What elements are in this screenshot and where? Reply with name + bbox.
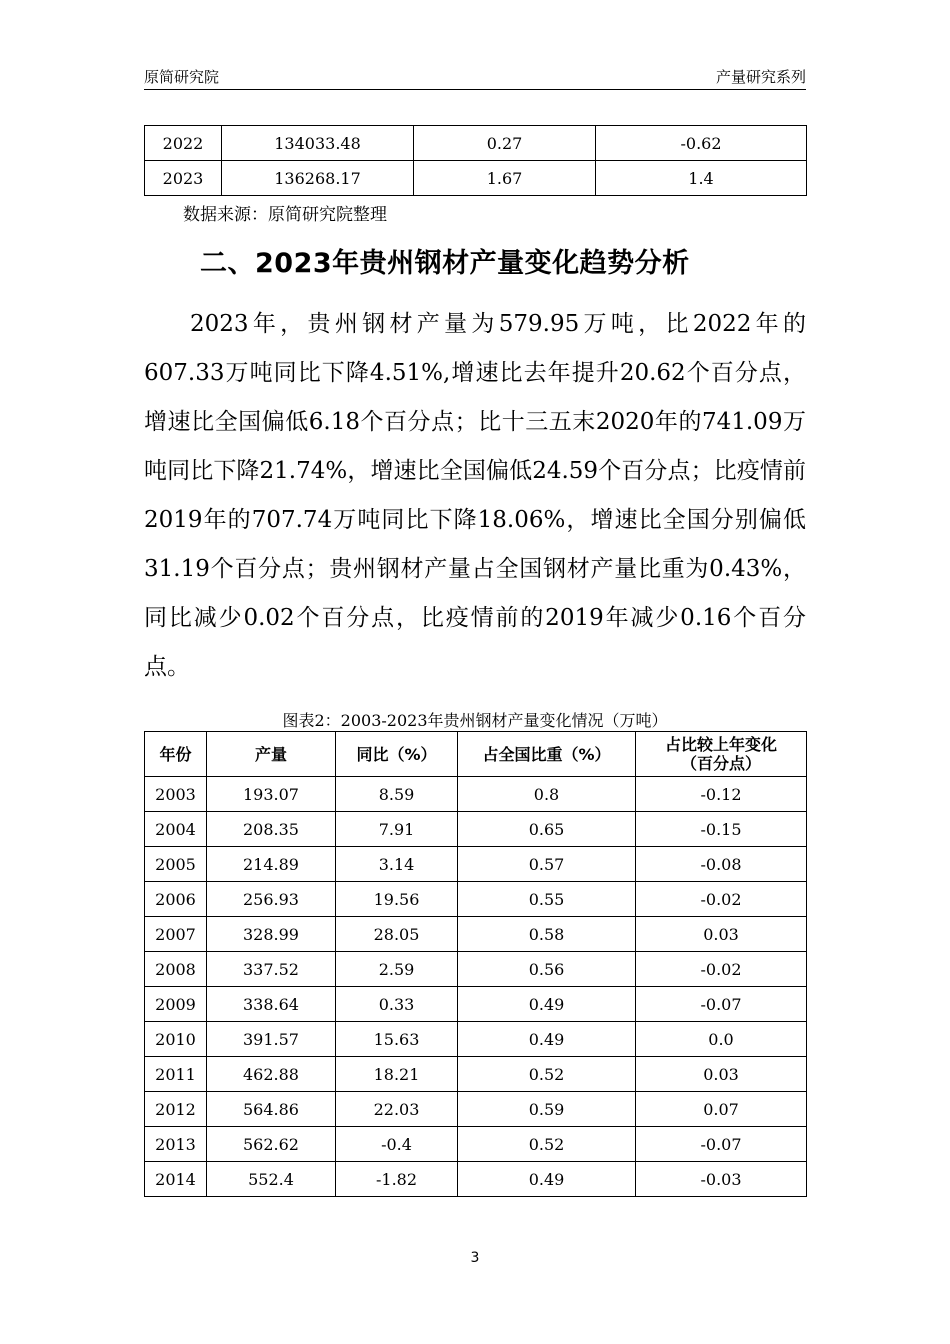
table-cell: 134033.48 — [222, 126, 414, 161]
table-cell: 0.8 — [458, 777, 636, 812]
body-paragraph: 2023年，贵州钢材产量为579.95万吨，比2022年的607.33万吨同比下降4.51%,增速比去年提升20.62个百分点，增速比全国偏低6.18个百分点；比十三五末2020年的741.09万吨同比下降21.74%，增速比全国偏低24.59个百分点；比疫情前2019年的707.74万吨同比下降18.06%，增速比全国分别偏低31.19个百分点；贵州钢材产量占全国钢材产量比重为0.43%，同比减少0.02个百分点，比疫情前的2019年减少0.16个百分点。 — [144, 311, 806, 680]
table-row — [145, 847, 807, 882]
table-cell: 0.07 — [636, 1092, 807, 1127]
table-cell: 19.56 — [336, 882, 458, 917]
table-cell: 391.57 — [207, 1022, 336, 1057]
table-row — [145, 882, 807, 917]
header-series-name: 产量研究系列 — [715, 68, 806, 86]
table-cell: 562.62 — [207, 1127, 336, 1162]
table-cell: 1.4 — [596, 161, 807, 196]
table-cell: 0.65 — [458, 812, 636, 847]
table-cell: 22.03 — [336, 1092, 458, 1127]
table-cell: -0.12 — [636, 777, 807, 812]
table-cell: 15.63 — [336, 1022, 458, 1057]
table-row — [145, 987, 807, 1022]
table-cell: 0.03 — [636, 917, 807, 952]
table-cell: 0.27 — [414, 126, 596, 161]
table-cell: 0.58 — [458, 917, 636, 952]
table-row — [145, 812, 807, 847]
table-cell: -0.02 — [636, 882, 807, 917]
table-cell: 2008 — [145, 952, 207, 987]
table-cell: 338.64 — [207, 987, 336, 1022]
table-cell: 0.52 — [458, 1127, 636, 1162]
table-cell: 0.49 — [458, 1162, 636, 1197]
header-divider — [144, 89, 806, 90]
table-cell: 7.91 — [336, 812, 458, 847]
table-row — [145, 126, 807, 161]
page-number: 3 — [470, 1250, 480, 1266]
table-cell: 2023 — [145, 161, 222, 196]
table-cell: -0.62 — [596, 126, 807, 161]
table-row — [145, 161, 807, 196]
column-header-national-share: 占全国比重（%） — [458, 732, 636, 777]
table-cell: 2013 — [145, 1127, 207, 1162]
table-cell: 1.67 — [414, 161, 596, 196]
table-cell: 552.4 — [207, 1162, 336, 1197]
table-cell: -0.02 — [636, 952, 807, 987]
data-source-note: 数据来源：原简研究院整理 — [183, 205, 387, 225]
table-row — [145, 1092, 807, 1127]
table-cell: 2014 — [145, 1162, 207, 1197]
column-header-year: 年份 — [145, 732, 207, 777]
continued-data-table — [144, 125, 807, 196]
table-cell: -0.07 — [636, 987, 807, 1022]
table-cell: 0.52 — [458, 1057, 636, 1092]
table-cell: 2011 — [145, 1057, 207, 1092]
table-cell: 2009 — [145, 987, 207, 1022]
table-cell: 2.59 — [336, 952, 458, 987]
table-cell: 0.56 — [458, 952, 636, 987]
table-cell: -0.4 — [336, 1127, 458, 1162]
table-cell: 2007 — [145, 917, 207, 952]
table-cell: 564.86 — [207, 1092, 336, 1127]
table-cell: 2003 — [145, 777, 207, 812]
table-cell: 0.59 — [458, 1092, 636, 1127]
table-cell: -0.03 — [636, 1162, 807, 1197]
production-data-table — [144, 731, 807, 1197]
table-row — [145, 917, 807, 952]
table-cell: 0.03 — [636, 1057, 807, 1092]
table-cell: 0.49 — [458, 1022, 636, 1057]
table-cell: 18.21 — [336, 1057, 458, 1092]
table-row — [145, 1022, 807, 1057]
header-org-name: 原简研究院 — [144, 68, 220, 86]
table-row — [145, 1162, 807, 1197]
column-header-output: 产量 — [207, 732, 336, 777]
table-cell: -0.08 — [636, 847, 807, 882]
table-cell: 0.0 — [636, 1022, 807, 1057]
table-cell: 214.89 — [207, 847, 336, 882]
table-cell: 2004 — [145, 812, 207, 847]
table-cell: 2005 — [145, 847, 207, 882]
table-cell: 0.33 — [336, 987, 458, 1022]
table-cell: 0.55 — [458, 882, 636, 917]
table-cell: 2022 — [145, 126, 222, 161]
table-cell: -0.07 — [636, 1127, 807, 1162]
table-cell: 208.35 — [207, 812, 336, 847]
table-cell: 2010 — [145, 1022, 207, 1057]
table-cell: -0.15 — [636, 812, 807, 847]
table-cell: 2006 — [145, 882, 207, 917]
section-heading: 二、2023年贵州钢材产量变化趋势分析 — [200, 248, 690, 279]
table-cell: 0.49 — [458, 987, 636, 1022]
table-row — [145, 1127, 807, 1162]
table-cell: -1.82 — [336, 1162, 458, 1197]
table-cell: 256.93 — [207, 882, 336, 917]
table-cell: 0.57 — [458, 847, 636, 882]
table-row — [145, 777, 807, 812]
column-header-share-change: 占比较上年变化（百分点） — [636, 732, 807, 777]
table-cell: 2012 — [145, 1092, 207, 1127]
table-cell: 337.52 — [207, 952, 336, 987]
table-cell: 3.14 — [336, 847, 458, 882]
table-row — [145, 952, 807, 987]
table-cell: 8.59 — [336, 777, 458, 812]
figure-caption: 图表2：2003-2023年贵州钢材产量变化情况（万吨） — [282, 711, 668, 730]
table-cell: 462.88 — [207, 1057, 336, 1092]
table-cell: 28.05 — [336, 917, 458, 952]
table-cell: 328.99 — [207, 917, 336, 952]
table-header-row — [145, 732, 807, 777]
column-header-yoy: 同比（%） — [336, 732, 458, 777]
table-row — [145, 1057, 807, 1092]
table-cell: 193.07 — [207, 777, 336, 812]
table-cell: 136268.17 — [222, 161, 414, 196]
